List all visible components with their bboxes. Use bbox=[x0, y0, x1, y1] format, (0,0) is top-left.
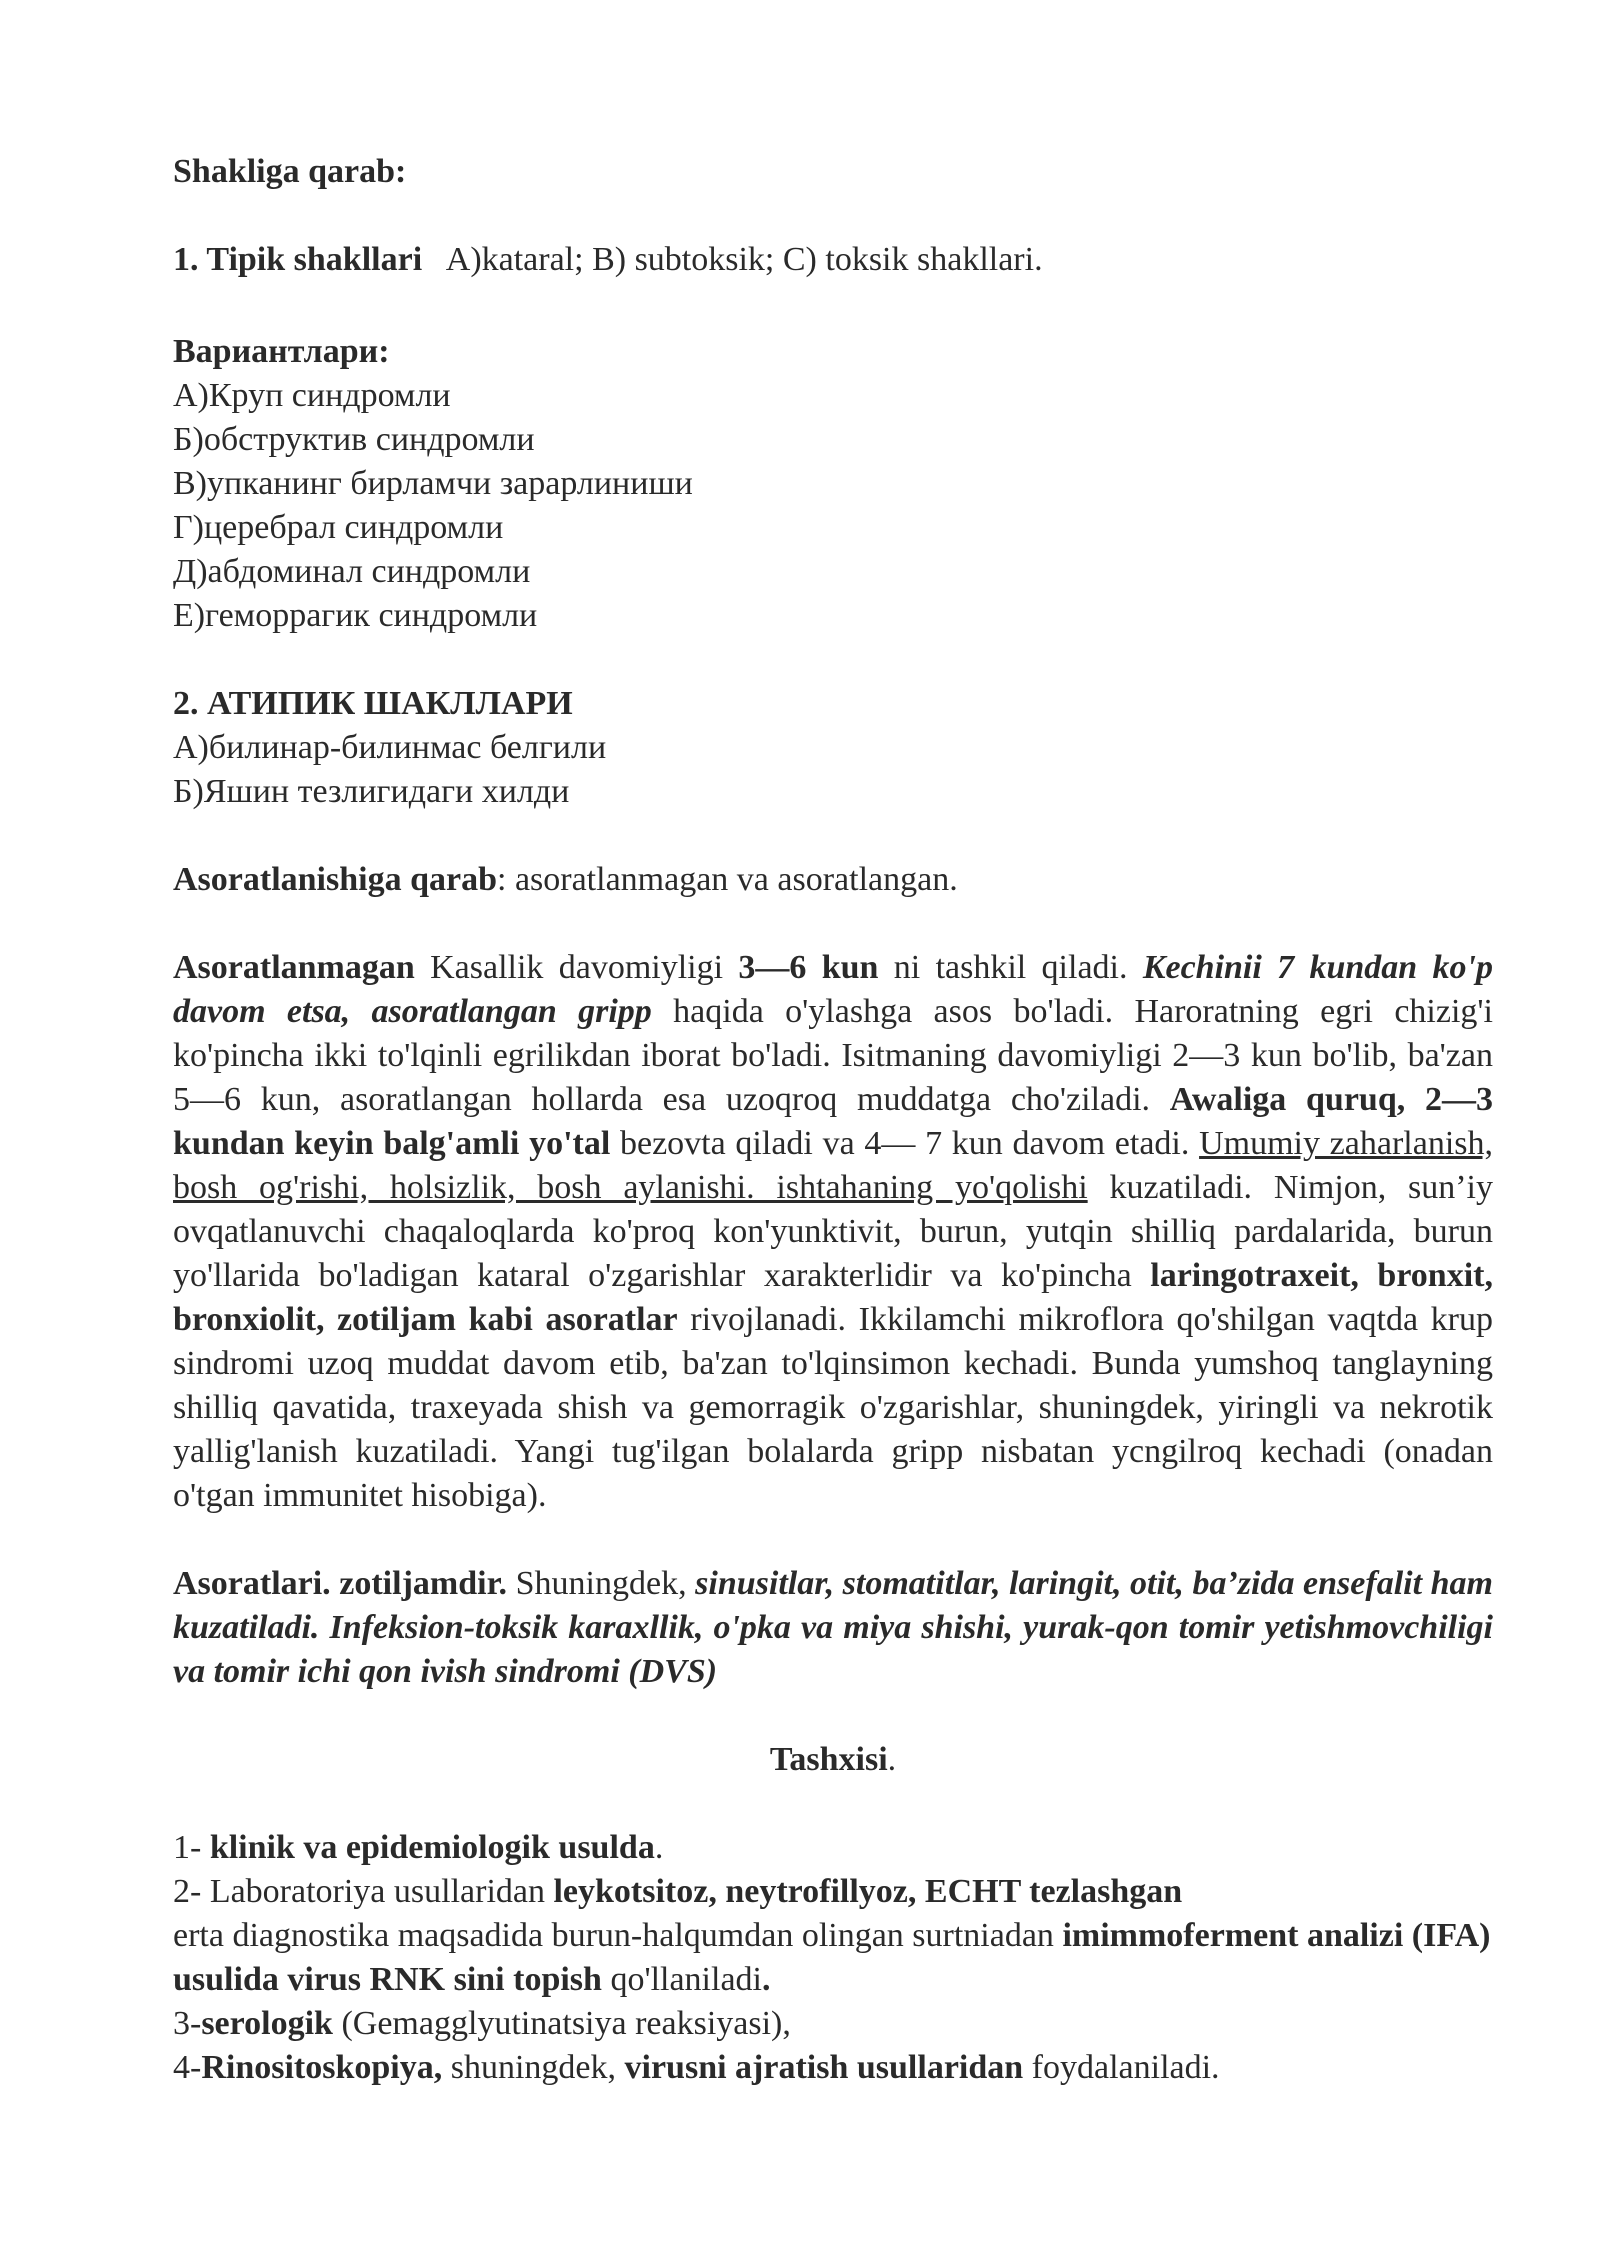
underlined-symptoms: Umumiy zaharlanish, bosh og'rishi, holsizlik, bosh aylanishi. ishtahaning yo'qolishi bbox=[173, 1125, 1493, 1206]
diagnosis-heading: Tashxisi. bbox=[769, 1741, 897, 1778]
diagnosis-item-2: 2- Laboratoriya usullaridan leykotsitoz, neytrofillyoz, ECHT tezlashgan bbox=[173, 1873, 1183, 1910]
atypical-item: Б)Яшин тезлигидаги хилди bbox=[173, 773, 570, 810]
variant-item: Г)церебрал синдромли bbox=[173, 509, 504, 546]
atypical-item: А)билинар-билинмас белгили bbox=[173, 729, 607, 766]
complications-paragraph: Asoratlari. zotiljamdir. Shuningdek, sinusitlar, stomatitlar, laringit, otit, ba’zida ensefalit ham kuzatiladi. Infeksion-toksik karaxllik, o'pka va miya shishi, yurak-qon tomir yetishmovchiligi va tomir ichi qon ivish sindromi (DVS) bbox=[173, 1565, 1493, 1690]
uncomplicated-paragraph: Asoratlanmagan Kasallik davomiyligi 3—6 kun ni tashkil qiladi. Kechinii 7 kundan ko'p davom etsa, asoratlangan gripp haqida o'ylashga asos bo'ladi. Haroratning egri chizig'i ko'pincha ikki to'lqinli egrilikdan iborat bo'ladi. Isitmaning davomiyligi 2—3 kun bo'lib, ba'zan 5—6 kun, asoratlangan hollarda esa uzoqroq muddatga cho'ziladi. Awaliga quruq, 2—3 kundan keyin balg'amli yo'tal bezovta qiladi va 4— 7 kun davom etadi. Umumiy zaharlanish, bosh og'rishi, holsizlik, bosh aylanishi. ishtahaning yo'qolishi kuzatiladi. Nimjon, sun’iy ovqatlanuvchi chaqaloqlarda ko'proq kon'yunktivit, burun, yutqin shilliq pardalarida, burun yo'llarida bo'ladigan kataral o'zgarishlar xarakterlidir va ko'pincha laringotraxeit, bronxit, bronxiolit, zotiljam kabi asoratlar rivojlanadi. Ikkilamchi mikroflora qo'shilgan vaqtda krup sindromi uzoq muddat davom etib, ba'zan to'lqinsimon kechadi. Bunda yumshoq tanglayning shilliq qavatida, traxeyada shish va gemorragik o'zgarishlar, shuningdek, yiringli va nekrotik yallig'lanish kuzatiladi. Yangi tug'ilgan bolalarda gripp nisbatan ycngilroq kechadi (onadan o'tgan immunitet hisobiga). bbox=[173, 949, 1494, 1514]
variant-item: Б)обструктив синдромли bbox=[173, 421, 535, 458]
diagnosis-item-1: 1- klinik va epidemiologik usulda. bbox=[173, 1829, 664, 1866]
typical-forms-line bbox=[173, 238, 1493, 282]
diagnosis-item-4: 4-Rinositoskopiya, shuningdek, virusni ajratish usullaridan foydalaniladi. bbox=[173, 2049, 1220, 2086]
variant-item: В)упканинг бирламчи зарарлиниши bbox=[173, 465, 693, 502]
atypical-heading: 2. АТИПИК ШАКЛЛАРИ bbox=[173, 685, 573, 722]
variant-item: Е)геморрагик синдромли bbox=[173, 597, 538, 634]
typical-forms-list: A)kataral; B) subtoksik; C) toksik shakllari. bbox=[445, 241, 1043, 278]
diagnosis-item-2-continued: erta diagnostika maqsadida burun-halqumdan olingan surtniadan imimmoferment analizi (IFA) usulida virus RNK sini topish qo'llaniladi. bbox=[173, 1917, 1491, 1998]
complication-type-line: Asoratlanishiga qarab: asoratlanmagan va asoratlangan. bbox=[173, 861, 958, 898]
variants-heading: Вариантлари: bbox=[173, 333, 390, 370]
variant-item: Д)абдоминал синдромли bbox=[173, 553, 531, 590]
shape-heading: Shakliga qarab: bbox=[173, 153, 407, 190]
complication-type-label: Asoratlanishiga qarab bbox=[173, 861, 497, 898]
diagnosis-item-3: 3-serologik (Gemagglyutinatsiya reaksiyasi), bbox=[173, 2005, 791, 2042]
variant-item: А)Круп синдромли bbox=[173, 377, 451, 414]
typical-forms-label: 1. Tipik shakllari bbox=[173, 241, 423, 278]
document-page bbox=[173, 150, 1493, 2090]
